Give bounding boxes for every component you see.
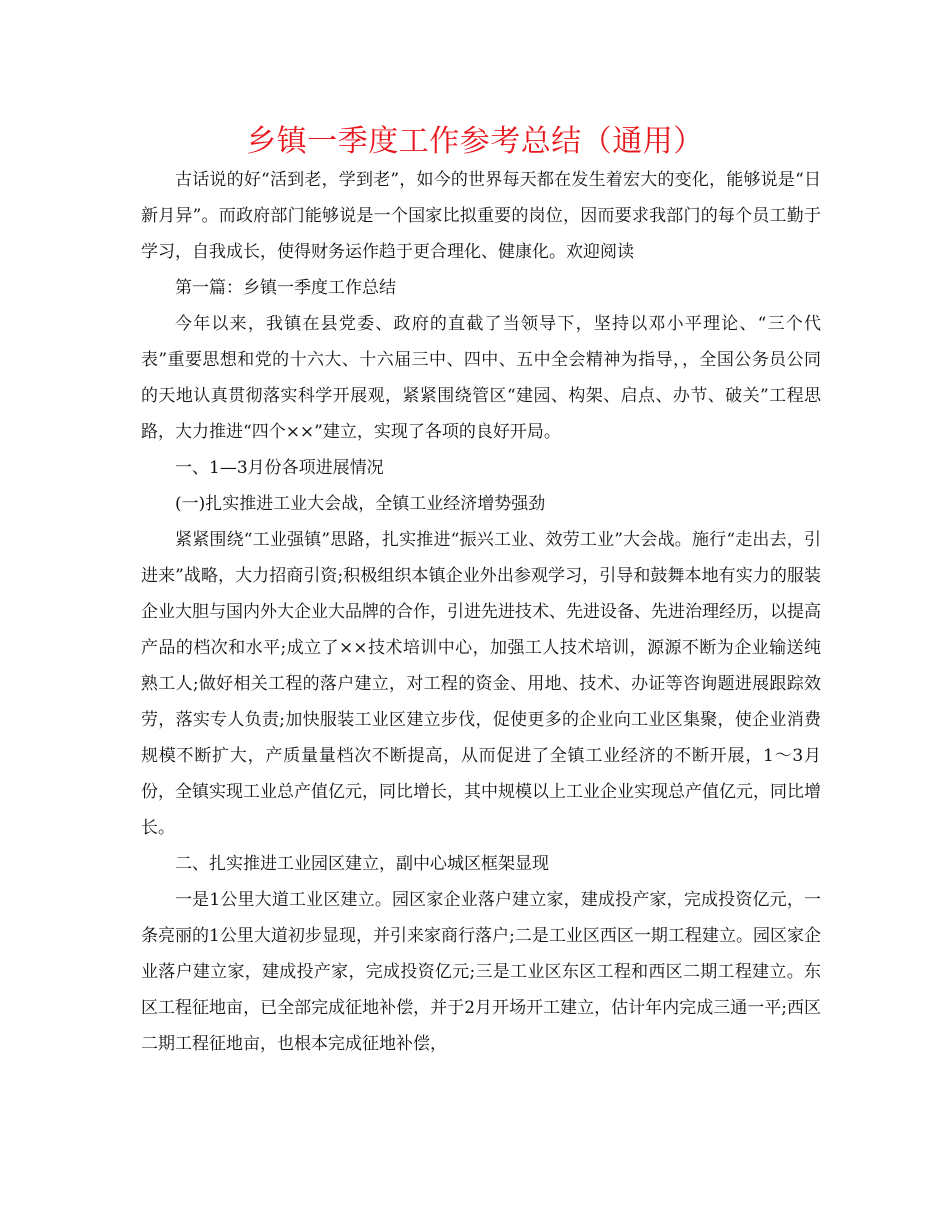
paragraph-park-detail: 一是1公里大道工业区建立。园区家企业落户建立家，建成投产家，完成投资亿元，一条亮丽的1公里大道初步显现，并引来家商行落户;二是工业区西区一期工程建立。园区家企业落户建立家，建成投产家，完成投资亿元;三是工业区东区工程和西区二期工程建立。东区工程征地亩，已全部完成征地补偿，并于2月开场开工建立，估计年内完成三通一平;西区二期工程征地亩，也根本完成征地补偿，	[141, 890, 821, 1054]
paragraph-subheading-industry: (一)扎实推进工业大会战，全镇工业经济增势强劲	[175, 494, 546, 514]
paragraph-overview: 今年以来，我镇在县党委、政府的直截了当领导下，坚持以邓小平理论、“三个代表”重要思想和党的十六大、十六届三中、四中、五中全会精神为指导，，全国公务员公同的天地认真贯彻落实科学开展观，紧紧围绕管区“建园、构架、启点、办节、破关”工程思路，大力推进“四个××”建立，实现了各项的良好开局。	[141, 314, 821, 442]
document-title: 乡镇一季度工作参考总结（通用）	[246, 124, 704, 159]
paragraph-heading-progress: 一、1—3月份各项进展情况	[175, 458, 384, 478]
document-body	[141, 162, 821, 1062]
paragraph-industry-detail: 紧紧围绕“工业强镇”思路，扎实推进“振兴工业、效劳工业”大会战。施行“走出去，引进来”战略，大力招商引资;积极组织本镇企业外出参观学习，引导和鼓舞本地有实力的服装企业大胆与国内外大企业大品牌的合作，引进先进技术、先进设备、先进治理经历，以提高产品的档次和水平;成立了××技术培训中心，加强工人技术培训，源源不断为企业输送纯熟工人;做好相关工程的落户建立，对工程的资金、用地、技术、办证等咨询题进展跟踪效劳，落实专人负责;加快服装工业区建立步伐，促使更多的企业向工业区集聚，使企业消费规模不断扩大，产质量量档次不断提高，从而促进了全镇工业经济的不断开展，1～3月份，全镇实现工业总产值亿元，同比增长，其中规模以上工业企业实现总产值亿元，同比增长。	[141, 530, 821, 838]
paragraph-heading-park: 二、扎实推进工业园区建立，副中心城区框架显现	[175, 854, 549, 874]
paragraph-intro: 古话说的好“活到老，学到老”，如今的世界每天都在发生着宏大的变化，能够说是“日新月异”。而政府部门能够说是一个国家比拟重要的岗位，因而要求我部门的每个员工勤于学习，自我成长，使得财务运作趋于更合理化、健康化。欢迎阅读	[141, 170, 821, 262]
paragraph-section-heading: 第一篇：乡镇一季度工作总结	[175, 278, 396, 298]
